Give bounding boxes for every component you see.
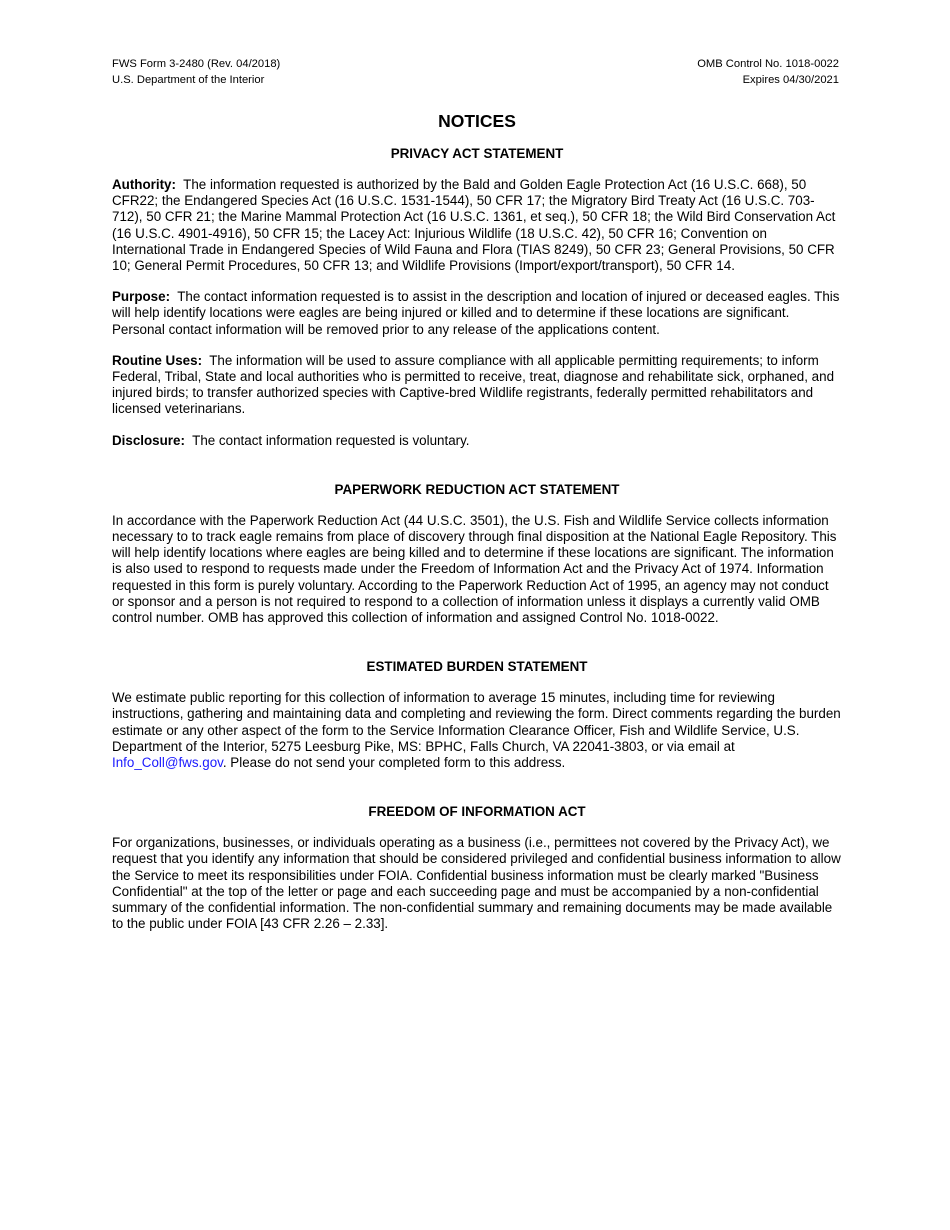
authority-text: The information requested is authorized by the Bald and Golden Eagle Protection Act (16 U.S.C. 668), 50 CFR22; the Endangered Species Act (16 U.S.C. 1531-1544), 50 CFR 17; the Migratory Bird Treaty Act (16 U.S.C. 703-712), 50 CFR 21; the Marine Mammal Protection Act (16 U.S.C. 1361, et seq.), 50 CFR 18; the Wild Bird Conservation Act (16 U.S.C. 4901-4916), 50 CFR 15; the Lacey Act: Injurious Wildlife (18 U.S.C. 42), 50 CFR 16; Convention on International Trade in Endangered Species of Wild Fauna and Flora (TIAS 8249), 50 CFR 23; General Provisions, 50 CFR 10; General Permit Procedures, 50 CFR 13; and Wildlife Provisions (Import/export/transport), 50 CFR 14. [112, 177, 836, 274]
notices-content [112, 110, 842, 948]
paperwork-act-heading: PAPERWORK REDUCTION ACT STATEMENT [334, 481, 620, 497]
routine-uses-text: The information will be used to assure compliance with all applicable permitting requirements; to inform Federal, Tribal, State and local authorities who is permitted to receive, treat, diagnose and rehabilitate sick, orphaned, and injured birds; to transfer authorized species with Captive-bred Wildlife registrants, federally permitted rehabilitators and licensed veterinarians. [112, 352, 835, 417]
routine-uses-paragraph [112, 353, 842, 418]
page-title: NOTICES [438, 111, 516, 131]
burden-statement-heading: ESTIMATED BURDEN STATEMENT [366, 659, 588, 675]
authority-label: Authority: [112, 177, 176, 192]
header-right [697, 56, 839, 88]
foia-paragraph: For organizations, businesses, or individuals operating as a business (i.e., permittees not covered by the Privacy Act), we request that you identify any information that should be considered privileged and confidential business information to allow the Service to meet its responsibilities under FOIA. Confidential business information must be clearly marked "Business Confidential" at the top of the letter or page and each succeeding page and must be accompanied by a non-confidential summary of the confidential information. The non-confidential summary and remaining documents may be made available to the public under FOIA [43 CFR 2.26 – 2.33]. [112, 835, 841, 932]
header-left [112, 56, 280, 88]
purpose-paragraph [112, 289, 842, 338]
disclosure-text: The contact information requested is voluntary. [192, 432, 470, 448]
disclosure-paragraph [112, 433, 842, 449]
info-coll-email-link[interactable]: Info_Coll@fws.gov [112, 755, 223, 771]
section-spacer [112, 786, 842, 804]
purpose-text: The contact information requested is to assist in the description and location of injured or deceased eagles. This will help identify locations were eagles are being injured or killed and to determine if these locations are significant. Personal contact information will be removed prior to any release of the applications content. [112, 289, 840, 337]
foia-heading: FREEDOM OF INFORMATION ACT [368, 804, 586, 820]
disclosure-label: Disclosure: [112, 432, 185, 448]
purpose-label: Purpose: [112, 289, 171, 305]
expiration-date: Expires 04/30/2021 [742, 74, 839, 86]
section-spacer [112, 464, 842, 482]
burden-text-after: . Please do not send your completed form to this address. [222, 755, 566, 771]
burden-paragraph [112, 690, 842, 771]
form-number: FWS Form 3-2480 (Rev. 04/2018) [112, 58, 281, 70]
paperwork-paragraph: In accordance with the Paperwork Reduction Act (44 U.S.C. 3501), the U.S. Fish and Wildlife Service collects information necessary to to track eagle remains from place of discovery through final disposition at the National Eagle Repository. This will help identify locations where eagles are being killed and to determine if these locations are significant. The information is also used to respond to requests made under the Freedom of Information Act and the Privacy Act of 1974. Information requested in this form is purely voluntary. According to the Paperwork Reduction Act of 1995, an agency may not conduct or sponsor and a person is not required to respond to a collection of information unless it displays a currently valid OMB control number. OMB has approved this collection of information and assigned Control No. 1018-0022. [112, 512, 837, 626]
department-name: U.S. Department of the Interior [112, 74, 265, 86]
omb-control-number: OMB Control No. 1018-0022 [697, 58, 839, 70]
authority-paragraph [112, 177, 842, 274]
section-spacer [112, 641, 842, 659]
burden-text-before: We estimate public reporting for this collection of information to average 15 minutes, including time for reviewing instructions, gathering and maintaining data and completing and reviewing the form. Direct comments regarding the burden estimate or any other aspect of the form to the Service Information Clearance Officer, Fish and Wildlife Service, U.S. Department of the Interior, 5275 Leesburg Pike, MS: BPHC, Falls Church, VA 22041-3803, or via email at [112, 690, 841, 754]
privacy-act-heading: PRIVACY ACT STATEMENT [390, 146, 564, 161]
routine-uses-label: Routine Uses: [112, 352, 203, 368]
